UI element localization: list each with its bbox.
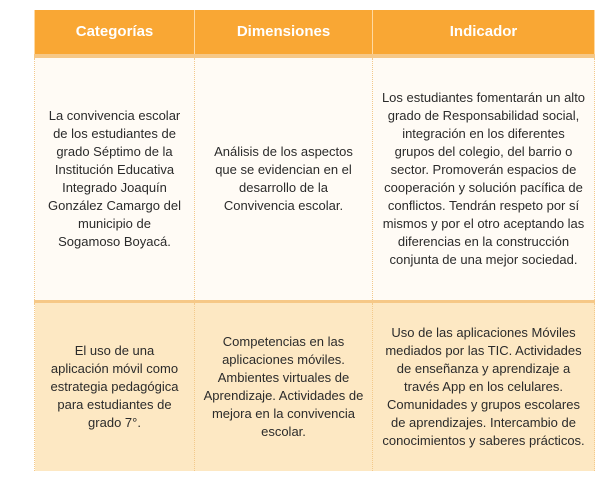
header-indicador: Indicador (373, 10, 595, 56)
table-header-row (35, 10, 595, 56)
header-dimensiones: Dimensiones (195, 10, 373, 56)
categoria-text: La convivencia escolar de los estudiantes de grado Séptimo de la Institución Educativa Integrado Joaquín González Camargo del municipio de Sogamoso Boyacá. (48, 108, 181, 249)
dimension-text: Análisis de los aspectos que se evidencian en el desarrollo de la Convivencia escolar. (214, 144, 353, 213)
table-row (35, 302, 595, 472)
cell-indicador (373, 56, 595, 302)
cell-indicador (373, 302, 595, 472)
header-categorias: Categorías (35, 10, 195, 56)
cell-dimension (195, 302, 373, 472)
indicador-text: Uso de las aplicaciones Móviles mediados por las TIC. Actividades de enseñanza y aprendizaje a través App en los celulares. Comunidades y grupos escolares de aprendizajes. Intercambio de conocimientos y saberes prácticos. (382, 325, 585, 448)
categoria-text: El uso de una aplicación móvil como estrategia pedagógica para estudiantes de grado 7°. (50, 343, 179, 430)
cell-categoria (35, 56, 195, 302)
table-row (35, 56, 595, 302)
indicador-text: Los estudiantes fomentarán un alto grado de Responsabilidad social, integración en los diferentes grupos del colegio, del barrio o sector. Promoverán espacios de cooperación y solución pacífica de conflictos. Tendrán respeto por sí mismos y por el otro aceptando las diferencias en la construcción conjunta de una mejor sociedad. (381, 90, 586, 267)
cell-dimension (195, 56, 373, 302)
categories-table (34, 10, 595, 471)
cell-categoria (35, 302, 195, 472)
dimension-text: Competencias en las aplicaciones móviles. Ambientes virtuales de Aprendizaje. Actividades de mejora en la convivencia escolar. (203, 334, 364, 439)
